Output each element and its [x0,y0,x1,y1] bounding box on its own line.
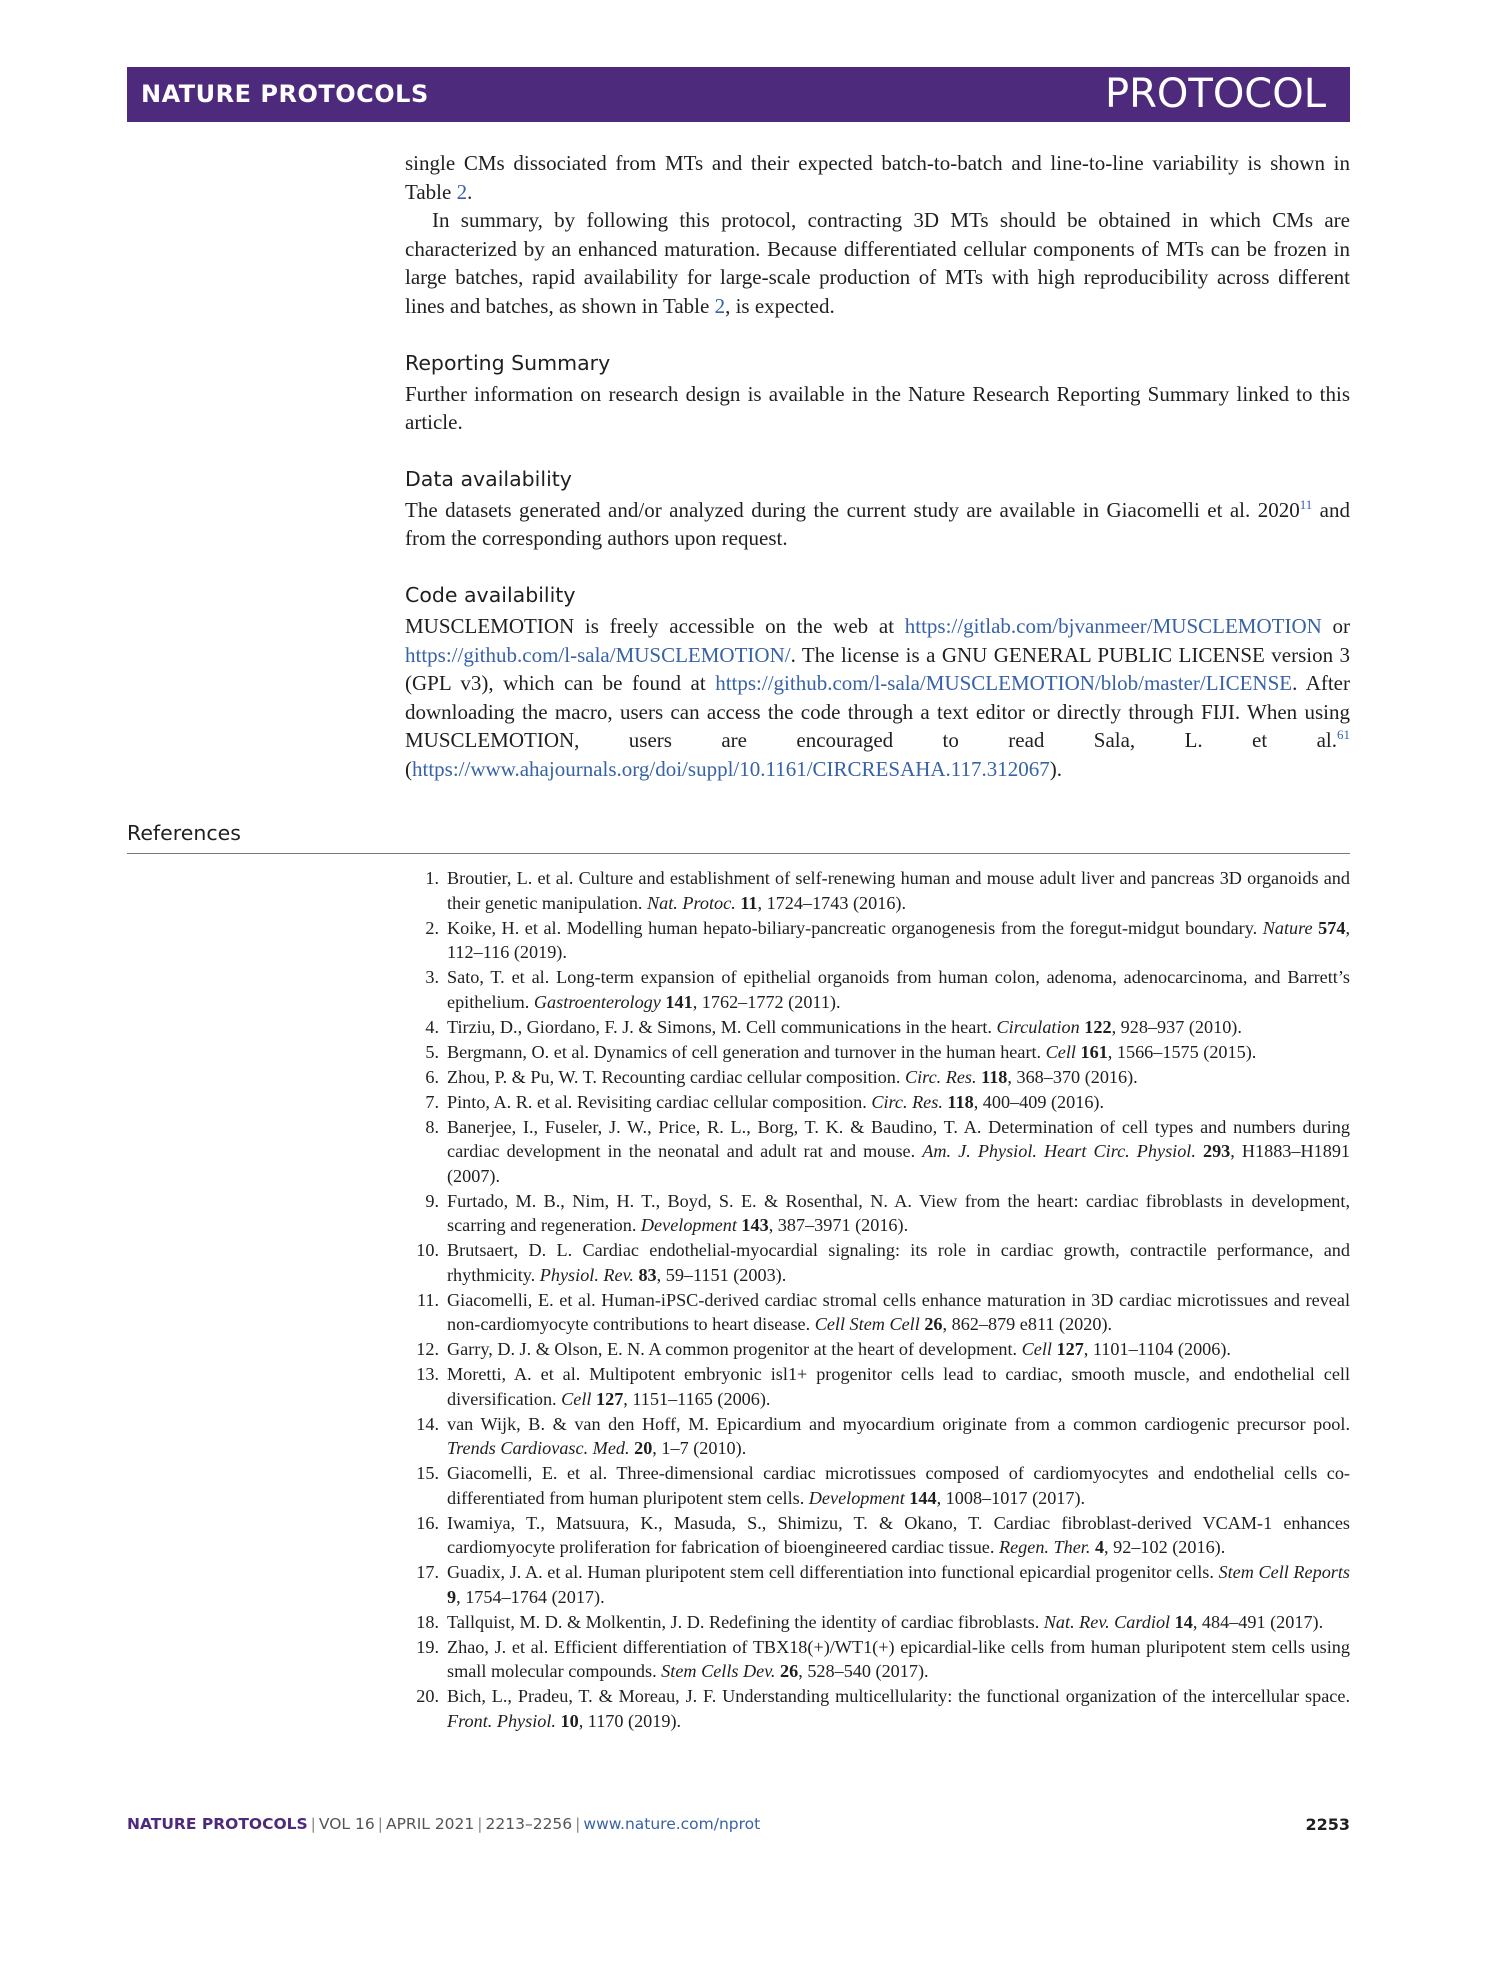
table-link[interactable]: 2 [714,293,726,318]
reference-item [405,1238,1350,1287]
reference-volume: 4 [1094,1537,1105,1557]
reference-item [405,1684,1350,1733]
reference-number: 5. [425,1041,439,1062]
reference-item [405,1560,1350,1609]
reference-text: Guadix, J. A. et al. Human pluripotent stem cell differentiation into functional epicardial progenitor cells. Stem Cell Reports 9, 1754–1764 (2017). [447,1562,1350,1607]
reference-text: van Wijk, B. & van den Hoff, M. Epicardium and myocardium originate from a common cardiogenic precursor pool. Trends Cardiovasc. Med. 20, 1–7 (2010). [447,1413,1350,1458]
reference-text: Sato, T. et al. Long-term expansion of epithelial organoids from human colon, adenoma, adenocarcinoma, and Barrett’s epithelium. Gastroenterology 141, 1762–1772 (2011). [447,967,1350,1012]
reference-volume: 20 [634,1438,653,1458]
reference-volume: 127 [1056,1339,1084,1359]
reference-text: Broutier, L. et al. Culture and establishment of self-renewing human and mouse adult liver and pancreas 3D organoids and their genetic manipulation. Nat. Protoc. 11, 1724–1743 (2016). [447,868,1350,913]
reference-journal: Cell [1021,1339,1052,1359]
reference-text: Brutsaert, D. L. Cardiac endothelial-myocardial signaling: its role in cardiac growth, contractile performance, and rhythmicity. Physiol. Rev. 83, 59–1151 (2003). [447,1240,1350,1285]
reference-item [405,1015,1350,1040]
code-availability-heading: Code availability [405,582,576,607]
reference-number: 2. [425,917,439,938]
reference-item [405,965,1350,1014]
reference-item [405,1337,1350,1362]
reference-text: Pinto, A. R. et al. Revisiting cardiac cellular composition. Circ. Res. 118, 400–409 (2016). [447,1091,1105,1112]
reference-text: Giacomelli, E. et al. Human-iPSC-derived cardiac stromal cells enhance maturation in 3D cardiac microtissues and reveal non-cardiomyocyte contributions to heart disease. Cell Stem Cell 26, 862–879 e811 (2020). [447,1289,1350,1334]
reference-text: Zhou, P. & Pu, W. T. Recounting cardiac cellular composition. Circ. Res. 118, 368–370 (2016). [447,1066,1138,1087]
reference-number: 15. [416,1463,439,1483]
reference-number: 10. [416,1240,439,1260]
reporting-summary-heading: Reporting Summary [405,350,611,375]
gitlab-link[interactable]: https://gitlab.com/bjvanmeer/MUSCLEMOTION [904,613,1322,638]
reference-number: 12. [416,1339,439,1359]
reference-journal: Regen. Ther. [998,1537,1091,1557]
reference-text: Furtado, M. B., Nim, H. T., Boyd, S. E. & Rosenthal, N. A. View from the heart: cardiac fibroblasts in development, scarring and regeneration. Development 143, 387–3971 (2016). [447,1190,1350,1235]
reference-item [405,1412,1350,1461]
reference-journal: Circ. Res. [871,1091,943,1112]
reference-item [405,1610,1350,1635]
reference-text: Bergmann, O. et al. Dynamics of cell generation and turnover in the human heart. Cell 161, 1566–1575 (2015). [447,1041,1257,1062]
reference-journal: Stem Cells Dev. [661,1661,776,1681]
citation-link[interactable]: 61 [1337,727,1350,743]
reference-journal: Physiol. Rev. [539,1264,634,1285]
reference-volume: 26 [780,1661,799,1681]
reference-volume: 141 [665,991,693,1012]
table-link[interactable]: 2 [456,179,468,204]
reference-text: Zhao, J. et al. Efficient differentiation of TBX18(+)/WT1(+) epicardial-like cells from human pluripotent stem cells using small molecular compounds. Stem Cells Dev. 26, 528–540 (2017). [447,1636,1350,1681]
footer-date: APRIL 2021 [385,1815,475,1833]
reference-text: Bich, L., Pradeu, T. & Moreau, J. F. Understanding multicellularity: the functional organization of the intercellular space. Front. Physiol. 10, 1170 (2019). [447,1686,1350,1731]
reference-number: 19. [416,1636,439,1657]
intro-paragraph-1: single CMs dissociated from MTs and their expected batch-to-batch and line-to-line variability is shown in Table 2. [405,151,1350,204]
license-link[interactable]: https://github.com/l-sala/MUSCLEMOTION/blob/master/LICENSE [715,671,1293,696]
reference-number: 16. [416,1512,439,1533]
reference-journal: Cell [561,1388,592,1409]
reference-number: 6. [425,1066,439,1087]
reference-list [405,866,1350,1734]
intro-paragraph-2: In summary, by following this protocol, contracting 3D MTs should be obtained in which CMs are characterized by an enhanced maturation. Because differentiated cellular components of MTs can be frozen in large batches, rapid availability for large-scale production of MTs with high reproducibility across different lines and batches, as shown in Table 2, is expected. [405,208,1350,318]
reference-text: Garry, D. J. & Olson, E. N. A common progenitor at the heart of development. Cell 127, 1101–1104 (2006). [447,1339,1231,1359]
reference-journal: Circulation [996,1016,1080,1037]
reference-item [405,1040,1350,1065]
github-link[interactable]: https://github.com/l-sala/MUSCLEMOTION/ [405,642,791,667]
reference-item [405,1362,1350,1411]
reference-journal: Circ. Res. [905,1066,977,1087]
reference-item [405,866,1350,915]
supplement-link[interactable]: https://www.ahajournals.org/doi/suppl/10.1161/CIRCRESAHA.117.312067 [412,756,1050,781]
reference-number: 17. [416,1562,439,1582]
reference-item [405,1461,1350,1510]
main-text [405,149,1350,784]
article-type: PROTOCOL [1104,71,1326,117]
references-heading [127,821,1350,854]
reference-number: 3. [425,967,439,987]
reference-journal: Nature [1262,917,1313,938]
reference-number: 4. [425,1016,439,1037]
reference-journal: Development [808,1487,905,1508]
reference-volume: 122 [1084,1016,1112,1037]
reference-journal: Nat. Protoc. [647,892,736,913]
reference-journal: Gastroenterology [533,991,661,1012]
data-availability-text: The datasets generated and/or analyzed during the current study are available in Giacomelli et al. 2020$^{11}$ and from the corresponding authors upon request. [405,496,1350,551]
footer-journal: NATURE PROTOCOLS [127,1815,308,1833]
reference-volume: 144 [909,1487,937,1508]
reference-volume: 118 [947,1091,974,1112]
reference-text: Iwamiya, T., Matsuura, K., Masuda, S., Shimizu, T. & Okano, T. Cardiac fibroblast-derived VCAM-1 enhances cardiomyocyte proliferation for fabrication of bioengineered cardiac tissue. Regen. Ther. 4, 92–102 (2016). [447,1512,1350,1557]
footer-url[interactable]: www.nature.com/nprot [583,1815,761,1833]
reference-number: 13. [416,1364,439,1384]
reference-number: 7. [425,1091,439,1112]
reference-number: 11. [416,1289,439,1310]
reference-item [405,1090,1350,1115]
journal-banner [127,67,1350,122]
reference-item [405,916,1350,965]
reference-item [405,1635,1350,1684]
reference-journal: Trends Cardiovasc. Med. [447,1438,630,1458]
reference-volume: 26 [924,1314,943,1334]
reference-journal: Front. Physiol. [447,1710,556,1731]
reference-number: 8. [425,1116,439,1137]
reference-text: Moretti, A. et al. Multipotent embryonic isl1+ progenitor cells lead to cardiac, smooth muscle, and endothelial cell diversification. Cell 127, 1151–1165 (2006). [447,1364,1350,1409]
reference-text: Koike, H. et al. Modelling human hepato-biliary-pancreatic organogenesis from the foregut-midgut boundary. Nature 574, 112–116 (2019). [447,917,1350,962]
reference-number: 14. [416,1413,439,1434]
reference-number: 9. [425,1190,439,1211]
reference-item [405,1288,1350,1337]
reference-item [405,1115,1350,1189]
reference-text: Tallquist, M. D. & Molkentin, J. D. Redefining the identity of cardiac fibroblasts. Nat. Rev. Cardiol 14, 484–491 (2017). [447,1611,1324,1632]
reference-volume: 127 [596,1388,624,1409]
reference-text: Giacomelli, E. et al. Three-dimensional cardiac microtissues composed of cardiomyocytes and endothelial cells co-differentiated from human pluripotent stem cells. Development 144, 1008–1017 (2017). [447,1463,1350,1508]
reference-journal: Stem Cell Reports [1218,1562,1350,1582]
reference-volume: 14 [1174,1611,1193,1632]
reference-volume: 161 [1080,1041,1108,1062]
reference-volume: 118 [981,1066,1008,1087]
reference-volume: 293 [1202,1141,1231,1161]
reference-volume: 83 [638,1264,657,1285]
reference-journal: Development [640,1215,737,1235]
code-availability-text: MUSCLEMOTION is freely accessible on the web at https://gitlab.com/bjvanmeer/MUSCLEMOTION or https://github.com/l-sala/MUSCLEMOTION/. The license is a GNU GENERAL PUBLIC LICENSE version 3 (GPL v3), which can be found at https://github.com/l-sala/MUSCLEMOTION/blob/master/LICENSE. After downloading the macro, users can access the code through a text editor or directly through FIJI. When using MUSCLEMOTION, users are encouraged to read Sala, L. et al.$^{61}$ (https://www.ahajournals.org/doi/suppl/10.1161/CIRCRESAHA.117.312067). [405,613,1350,781]
reference-item [405,1065,1350,1090]
reference-item [405,1511,1350,1560]
reference-journal: Cell Stem Cell [814,1314,920,1334]
reference-item [405,1189,1350,1238]
reference-journal: Nat. Rev. Cardiol [1043,1611,1171,1632]
reference-volume: 143 [741,1215,769,1235]
references-title: References [127,821,241,845]
reporting-summary-text: Further information on research design is available in the Nature Research Reporting Summary linked to this article. [405,381,1350,435]
journal-name: NATURE PROTOCOLS [141,80,429,108]
footer-pages: 2213–2256 [485,1815,573,1833]
reference-volume: 10 [560,1710,579,1731]
reference-volume: 9 [447,1586,457,1607]
citation-link[interactable]: 11 [1299,496,1313,512]
data-availability-heading: Data availability [405,466,572,491]
page-number: 2253 [1305,1815,1350,1834]
reference-volume: 574 [1318,917,1346,938]
reference-volume: 11 [740,892,758,913]
reference-text: Banerjee, I., Fuseler, J. W., Price, R. L., Borg, T. K. & Baudino, T. A. Determination of cell types and numbers during cardiac development in the neonatal and adult rat and mouse. Am. J. Physiol. Heart Circ. Physiol. 293, H1883–H1891 (2007). [447,1116,1351,1186]
footer-volume: VOL 16 [318,1815,375,1833]
reference-journal: Cell [1045,1041,1076,1062]
reference-journal: Am. J. Physiol. Heart Circ. Physiol. [922,1141,1196,1161]
page-footer: NATURE PROTOCOLS | VOL 16 | APRIL 2021 | 2213–2256 | www.nature.com/nprot 2253 [127,1815,1350,1834]
reference-number: 20. [416,1686,439,1706]
reference-number: 1. [425,868,439,888]
reference-number: 18. [416,1611,439,1632]
reference-text: Tirziu, D., Giordano, F. J. & Simons, M. Cell communications in the heart. Circulation 122, 928–937 (2010). [447,1016,1242,1037]
